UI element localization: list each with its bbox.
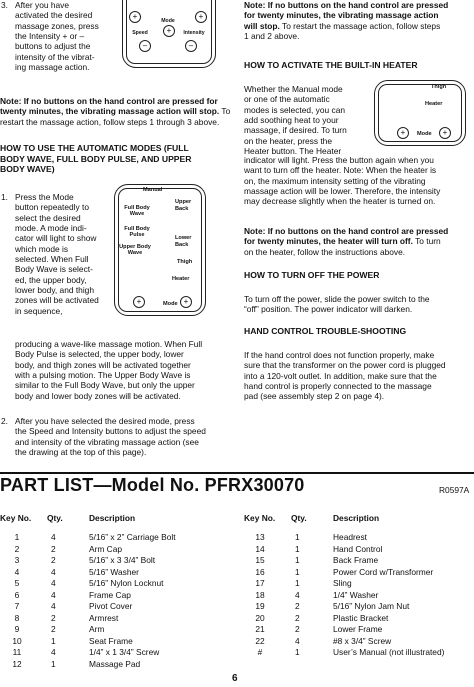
text-line: the drawing at the top of this page). (15, 446, 147, 457)
text-line: on the heater, follow the instructions above. (244, 246, 406, 257)
qty-cell: 1 (295, 555, 300, 565)
qty-cell: 1 (295, 566, 300, 577)
description-cell: 5/16” Nylon Jam Nut (333, 601, 410, 611)
note-twenty-minutes-restart (244, 0, 474, 41)
note-rest: To turn (412, 236, 441, 247)
heater-label: Heater (425, 101, 443, 107)
text-line: Body Pulse is selected, the upper body, lower (15, 349, 184, 360)
description-cell: Pivot Cover (89, 601, 133, 611)
step-3-text (15, 0, 99, 72)
qty-cell: 4 (51, 647, 56, 657)
description-cell: Massage Pad (89, 658, 141, 669)
part-list-title: PART LIST—Model No. PFRX30070 (0, 475, 305, 495)
manual-label: Manual (143, 187, 163, 193)
text-line: in sequence, (15, 305, 63, 316)
text-line: into a 120-volt outlet. In addition, make sure that the (244, 370, 437, 381)
description-cell: Seat Frame (89, 635, 133, 646)
key-no-cell: 8 (14, 612, 20, 623)
key-no-cell: # (257, 647, 263, 657)
full-body-wave-label: Full Body Wave (124, 205, 150, 217)
text-line: massage, if desired. To turn (244, 125, 347, 136)
qty-cell: 1 (295, 543, 300, 554)
mode-label: Mode (161, 18, 175, 24)
key-no-cell: 15 (255, 555, 265, 565)
text-line: mode. A mode indi- (15, 222, 87, 233)
key-no-cell: 6 (14, 589, 20, 600)
speed-minus-icon: – (139, 40, 151, 52)
description-cell: Armrest (89, 612, 119, 623)
key-no-cell: 17 (255, 578, 265, 588)
lower-back-label: Lower Back (175, 235, 192, 248)
description-cell: User’s Manual (not illustrated) (333, 647, 445, 657)
text-line: the Speed and Intensity buttons to adjust the speed (15, 426, 206, 437)
mode-plus-icon: + (133, 296, 145, 308)
description-cell: Hand Control (333, 543, 383, 554)
mode-plus-icon: + (397, 127, 409, 139)
hand-control-speed-intensity-illustration (122, 0, 216, 68)
text-line: button repeatedly to (15, 202, 90, 213)
step-number: 2. (1, 416, 8, 426)
intensity-plus-icon: + (195, 11, 207, 23)
qty-header: Qty. (47, 513, 63, 523)
description-cell: Frame Cap (89, 589, 131, 600)
hand-control-heater-illustration (374, 80, 466, 146)
description-cell: 5/16” Nylon Locknut (89, 578, 164, 588)
key-no-cell: 5 (14, 578, 20, 588)
qty-cell: 2 (51, 555, 56, 565)
qty-cell: 1 (51, 635, 56, 646)
mode-label: Mode (163, 301, 178, 307)
text-line: producing a wave-like massage motion. When Full (15, 339, 203, 349)
power-text (244, 294, 430, 315)
text-line: on the heater, press the (244, 135, 332, 146)
text-line: cator will light to show (15, 233, 97, 244)
key-no-header: Key No. (244, 513, 276, 523)
qty-cell: 4 (51, 589, 56, 600)
text-line: selected. When Full (15, 253, 89, 264)
intensity-minus-icon: – (185, 40, 197, 52)
text-line: buttons to adjust the (15, 41, 91, 52)
text-line: activated the desired (15, 10, 93, 21)
qty-cell: 4 (51, 601, 56, 611)
description-cell: Arm (89, 624, 105, 634)
heater-heading: HOW TO ACTIVATE THE BUILT-IN HEATER (244, 60, 418, 70)
step-2-text (15, 416, 206, 457)
heading-line: BODY WAVE) (0, 164, 55, 175)
qty-cell: 2 (51, 612, 56, 623)
text-line: add soothing heat to your (244, 114, 339, 125)
text-line: If the hand control does not function properly, make (244, 350, 435, 360)
key-no-cell: 21 (255, 624, 265, 634)
key-no-cell: 4 (14, 566, 20, 577)
qty-cell: 2 (295, 612, 300, 623)
text-line: ed, the upper body, (15, 274, 87, 285)
text-line: massage action will be lower. Therefore, the intensity (244, 185, 441, 196)
qty-cell: 4 (295, 635, 300, 646)
key-no-cell: 10 (12, 635, 22, 646)
text-line: Whether the Manual mode (244, 84, 343, 94)
note-rest: To restart the massage action, follow steps (279, 20, 441, 31)
automatic-modes-heading (0, 143, 191, 175)
text-line: body, and thigh zones will be activated together (15, 359, 191, 370)
description-cell: Back Frame (333, 555, 379, 565)
qty-cell: 4 (295, 589, 300, 600)
key-no-cell: 14 (255, 543, 265, 554)
note-bold: Note: If no buttons on the hand control are pressed for twenty minutes, the vibrating massage action will stop. (0, 96, 220, 117)
heater-full-text (244, 155, 440, 207)
description-cell: 1/4” x 1 3/4” Screw (89, 647, 160, 657)
heater-short-text (244, 84, 347, 156)
text-line: hand control is properly connected to the massage (244, 380, 432, 391)
text-line: which mode is (15, 243, 69, 254)
speed-label: Speed (132, 30, 148, 36)
heading-line: BODY WAVE, FULL BODY PULSE, AND UPPER (0, 153, 192, 164)
description-header: Description (333, 513, 380, 523)
text-line: Body Wave is select- (15, 264, 93, 275)
text-line: body and lower body zones will be activated. (15, 390, 181, 401)
speed-plus-icon: + (129, 11, 141, 23)
text-line: “off” position. The power indicator will darken. (244, 304, 413, 315)
description-cell: Lower Frame (333, 624, 383, 634)
key-no-cell: 3 (14, 555, 20, 565)
text-line: massage zones, press (15, 20, 99, 31)
text-line: Press the Mode (15, 192, 74, 202)
qty-cell: 4 (51, 532, 56, 542)
qty-cell: 4 (51, 566, 56, 577)
text-line: Heater button. The Heater (244, 145, 342, 156)
hand-control-modes-illustration (114, 184, 206, 316)
key-no-cell: 2 (14, 543, 20, 554)
description-cell: Plastic Bracket (333, 612, 389, 623)
note-twenty-minutes-massage (0, 96, 232, 127)
text-line: Note: If no buttons on the hand control are pressed (244, 226, 449, 236)
key-no-cell: 16 (255, 566, 265, 577)
qty-cell: 1 (295, 647, 300, 657)
key-no-cell: 7 (14, 601, 20, 611)
description-cell: 5/16” x 2” Carriage Bolt (89, 532, 176, 542)
text-line: indicator will light. Press the button again when you (244, 155, 434, 165)
qty-cell: 4 (51, 578, 56, 588)
qty-cell: 2 (51, 543, 56, 554)
note-bold: will stop. (244, 20, 280, 31)
key-no-cell: 12 (12, 658, 22, 669)
trouble-shooting-heading: HAND CONTROL TROUBLE-SHOOTING (244, 326, 407, 336)
description-cell: 5/16” x 3 3/4” Bolt (89, 555, 156, 565)
trouble-shooting-text (244, 350, 446, 402)
qty-cell: 2 (295, 601, 300, 611)
text-line: zones will be activated (15, 295, 99, 306)
description-cell: Power Cord w/Transformer (333, 566, 434, 577)
step-number: 1. (1, 192, 8, 202)
text-line: sure that the transformer on the power cord is plugged (244, 360, 446, 371)
qty-cell: 1 (51, 658, 56, 669)
text-line: for twenty minutes, the vibrating massage action (244, 10, 439, 21)
text-line: modes is selected, you can (244, 104, 346, 115)
text-line: pad (see assembly step 2 on page 4). (244, 391, 385, 402)
qty-header: Qty. (291, 513, 307, 523)
text-line: similar to the Full Body Wave, but only the upper (15, 380, 195, 391)
step-1-full-text (15, 339, 202, 401)
key-no-cell: 1 (14, 532, 20, 542)
key-no-cell: 13 (255, 532, 265, 542)
text-line: select the desired (15, 212, 81, 223)
text-line: intensity of the vibrat- (15, 51, 95, 62)
heater-label: Heater (172, 276, 190, 282)
qty-cell: 2 (295, 624, 300, 634)
step-1-short-text (15, 192, 99, 316)
text-line: To turn off the power, slide the power switch to the (244, 294, 430, 304)
description-cell: Sling (333, 578, 352, 588)
text-line: lower body, and thigh (15, 284, 94, 295)
text-line: 1 and 2 above. (244, 30, 300, 41)
text-line: on, the maximum intensity setting of the vibrating (244, 175, 426, 186)
page-number: 6 (232, 673, 238, 684)
thigh-label: Thigh (177, 259, 193, 265)
description-cell: 1/4” Washer (333, 589, 379, 600)
note-heater-turn-off (244, 226, 448, 257)
part-list-code: R0597A (439, 485, 470, 495)
full-body-pulse-label: Full Body Pulse (124, 226, 150, 238)
note-rest: To restart the massage action, follow steps 1 through 3 above. (0, 106, 231, 127)
text-line: may decrease slightly when the heater is turned on. (244, 196, 436, 207)
text-line (244, 21, 474, 31)
mode-label: Mode (417, 131, 432, 137)
key-no-cell: 11 (12, 647, 22, 657)
key-no-cell: 20 (255, 612, 265, 623)
description-cell: Headrest (333, 532, 367, 542)
heading-line: HOW TO USE THE AUTOMATIC MODES (FULL (0, 143, 189, 153)
upper-body-wave-label: Upper Body Wave (119, 244, 151, 256)
qty-cell: 1 (295, 578, 300, 588)
note-bold: for twenty minutes, the heater will turn off. (244, 236, 413, 247)
key-no-cell: 22 (255, 635, 265, 646)
text-line: ing massage action. (15, 61, 90, 72)
key-no-cell: 19 (255, 601, 265, 611)
qty-cell: 1 (295, 532, 300, 542)
description-header: Description (89, 513, 136, 523)
qty-cell: 2 (51, 624, 56, 634)
intensity-label: Intensity (183, 30, 205, 36)
text-line: Note: If no buttons on the hand control are pressed (244, 0, 449, 10)
text-line: and intensity of the vibrating massage action (see (15, 436, 199, 447)
text-line: After you have (15, 0, 70, 10)
text-line (244, 236, 448, 246)
text-line: the Intensity + or – (15, 30, 85, 41)
description-cell: #8 x 3/4” Screw (333, 635, 392, 646)
description-cell: Arm Cap (89, 543, 123, 554)
upper-back-label: Upper Back (175, 199, 192, 212)
text-line: After you have selected the desired mode, press (15, 416, 195, 426)
key-no-cell: 9 (14, 624, 20, 634)
key-no-cell: 18 (255, 589, 265, 600)
heater-plus-icon: + (439, 127, 451, 139)
power-heading: HOW TO TURN OFF THE POWER (244, 270, 380, 280)
text-line: with a pulsing motion. The Upper Body Wave is (15, 369, 191, 380)
key-no-header: Key No. (0, 513, 32, 523)
description-cell: 5/16” Washer (89, 566, 139, 577)
text-line: want to turn off the heater. Note: When the heater is (244, 165, 437, 176)
text-line: or one of the automatic (244, 94, 330, 105)
step-number: 3. (1, 0, 8, 10)
heater-plus-icon: + (180, 296, 192, 308)
thigh-label: Thigh (431, 84, 447, 90)
mode-plus-icon: + (163, 25, 175, 37)
